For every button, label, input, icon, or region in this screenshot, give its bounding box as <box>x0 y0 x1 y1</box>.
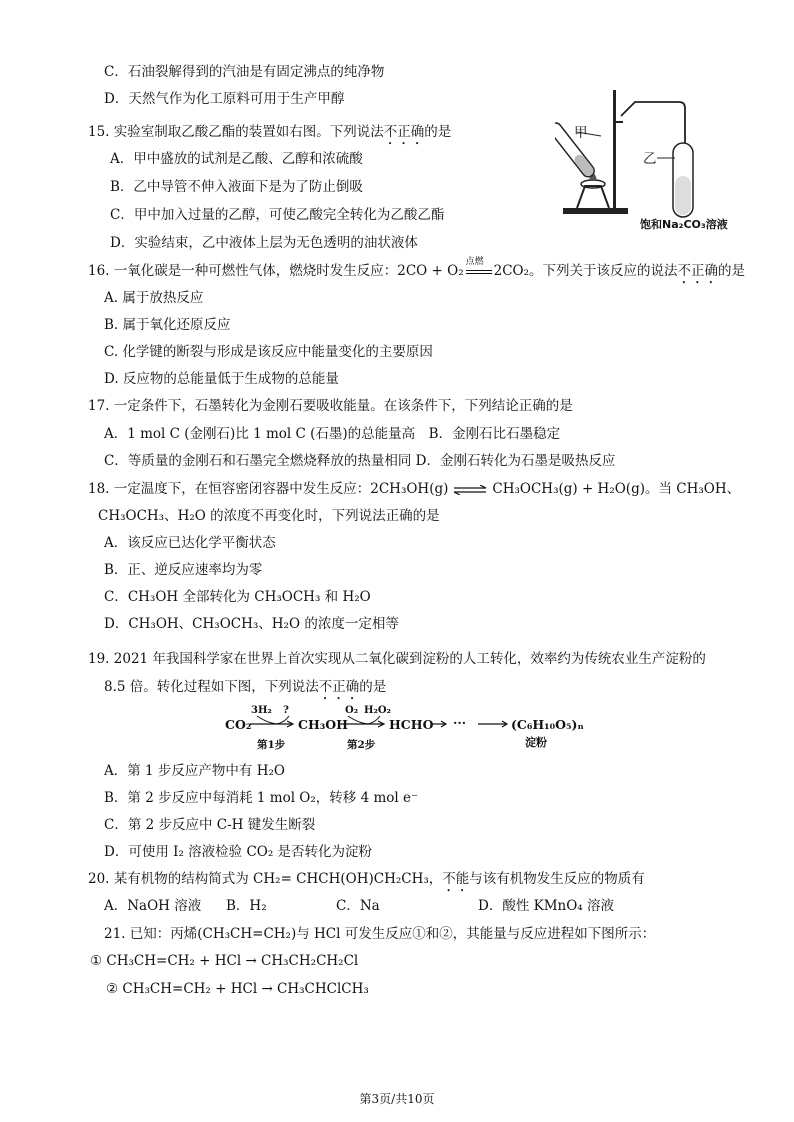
q14-option-d: D．天然气作为化工原料可用于生产甲醇 <box>104 91 345 107</box>
scheme-starch-formula: (C₆H₁₀O₅)ₙ <box>511 717 584 732</box>
q18-option-c: C．CH₃OH 全部转化为 CH₃OCH₃ 和 H₂O <box>104 589 371 605</box>
scheme-step1: 第1步 <box>257 739 286 751</box>
scheme-ch3oh: CH₃OH <box>298 717 348 732</box>
q16-option-c: C. 化学键的断裂与形成是该反应中能量变化的主要原因 <box>104 344 433 360</box>
scheme-arrow-4 <box>477 718 509 730</box>
scheme-r1-unknown: ? <box>283 705 289 716</box>
q19-option-b: B．第 2 步反应中每消耗 1 mol O₂，转移 4 mol e⁻ <box>104 790 419 806</box>
q16-option-b: B. 属于氧化还原反应 <box>104 317 231 333</box>
scheme-arrow-2 <box>340 714 386 728</box>
figure-label-yi: 乙 <box>643 151 657 167</box>
q20-option-c: C．Na <box>336 898 380 914</box>
q16-option-a: A. 属于放热反应 <box>104 290 204 306</box>
q19-option-a: A．第 1 步反应产物中有 H₂O <box>104 763 285 779</box>
equilibrium-arrow <box>452 485 488 495</box>
figure-label-jia: 甲 <box>574 125 588 141</box>
q15-option-d: D．实验结束，乙中液体上层为无色透明的油状液体 <box>110 235 418 251</box>
q16-stem: 16. 一氧化碳是一种可燃性气体，燃烧时发生反应：2CO + O₂ 点燃 2CO₂。下列关于该反应的说法不正确的是 <box>88 257 746 279</box>
scheme-hcho: HCHO <box>389 717 434 732</box>
scheme-step2: 第2步 <box>347 739 376 751</box>
scheme-ellipsis: ··· <box>453 715 467 730</box>
q20-option-b: B．H₂ <box>226 898 267 914</box>
q15-option-b: B．乙中导管不伸入液面下是为了防止倒吸 <box>110 179 363 195</box>
q14-option-c: C．石油裂解得到的汽油是有固定沸点的纯净物 <box>104 64 385 80</box>
q20-stem: 20. 某有机物的结构简式为 CH₂= CHCH(OH)CH₂CH₃，不能与该有机物发生反应的物质有 <box>88 871 645 887</box>
q15-stem: 15. 实验室制取乙酸乙酯的装置如右图。下列说法不正确的是 <box>88 124 452 140</box>
scheme-r2-o2: O₂ <box>345 705 359 716</box>
q16-option-d: D. 反应物的总能量低于生成物的总能量 <box>104 371 339 387</box>
q18-stem-cont: CH₃OCH₃、H₂O 的浓度不再变化时，下列说法正确的是 <box>98 508 440 524</box>
q20-option-d: D．酸性 KMnO₄ 溶液 <box>478 898 614 914</box>
q17-options-ab: A．1 mol C (金刚石)比 1 mol C (石墨)的总能量高 B．金刚石比石墨稳定 <box>104 426 561 442</box>
q17-stem: 17. 一定条件下，石墨转化为金刚石要吸收能量。在该条件下，下列结论正确的是 <box>88 398 573 414</box>
scheme-starch-label: 淀粉 <box>525 736 547 749</box>
q21-stem: 21. 已知：丙烯(CH₃CH=CH₂)与 HCl 可发生反应①和②，其能量与反应进程如下图所示： <box>104 926 656 942</box>
q20-option-a: A．NaOH 溶液 <box>104 898 202 914</box>
q19-stem: 19. 2021 年我国科学家在世界上首次实现从二氧化碳到淀粉的人工转化，效率约为传统农业生产淀粉的 <box>88 651 706 667</box>
q19-option-c: C．第 2 步反应中 C-H 键发生断裂 <box>104 817 316 833</box>
scheme-arrow-3 <box>430 718 448 730</box>
q17-options-cd: C．等质量的金刚石和石墨完全燃烧释放的热量相同 D．金刚石转化为石墨是吸热反应 <box>104 453 616 469</box>
q15-option-a: A．甲中盛放的试剂是乙酸、乙醇和浓硫酸 <box>110 151 363 167</box>
q15-option-c: C．甲中加入过量的乙醇，可使乙酸完全转化为乙酸乙酯 <box>110 207 445 223</box>
q19-stem-cont: 8.5 倍。转化过程如下图，下列说法不正确的是 <box>104 679 387 695</box>
conversion-scheme <box>225 700 585 756</box>
q18-option-a: A．该反应已达化学平衡状态 <box>104 535 276 551</box>
q18-stem: 18. 一定温度下，在恒容密闭容器中发生反应：2CH₃OH(g) CH₃OCH₃(g) + H₂O(g)。当 CH₃OH、 <box>88 481 741 497</box>
q21-reaction-1: ① CH₃CH=CH₂ + HCl → CH₃CH₂CH₂Cl <box>90 953 359 969</box>
ignite-arrow: 点燃 <box>464 262 494 280</box>
scheme-arrow-1 <box>249 714 295 728</box>
scheme-co2: CO₂ <box>225 717 252 732</box>
scheme-r2-h2o2: H₂O₂ <box>364 705 391 716</box>
page-footer: 第3页/共10页 <box>359 1092 435 1106</box>
figure-caption: 饱和Na₂CO₃溶液 <box>640 218 728 231</box>
q19-option-d: D．可使用 I₂ 溶液检验 CO₂ 是否转化为淀粉 <box>104 844 373 860</box>
scheme-r1-reagent: 3H₂ <box>251 705 272 716</box>
q18-option-d: D．CH₃OH、CH₃OCH₃、H₂O 的浓度一定相等 <box>104 616 399 632</box>
q18-option-b: B．正、逆反应速率均为零 <box>104 562 263 578</box>
q21-reaction-2: ② CH₃CH=CH₂ + HCl → CH₃CHClCH₃ <box>106 981 369 997</box>
